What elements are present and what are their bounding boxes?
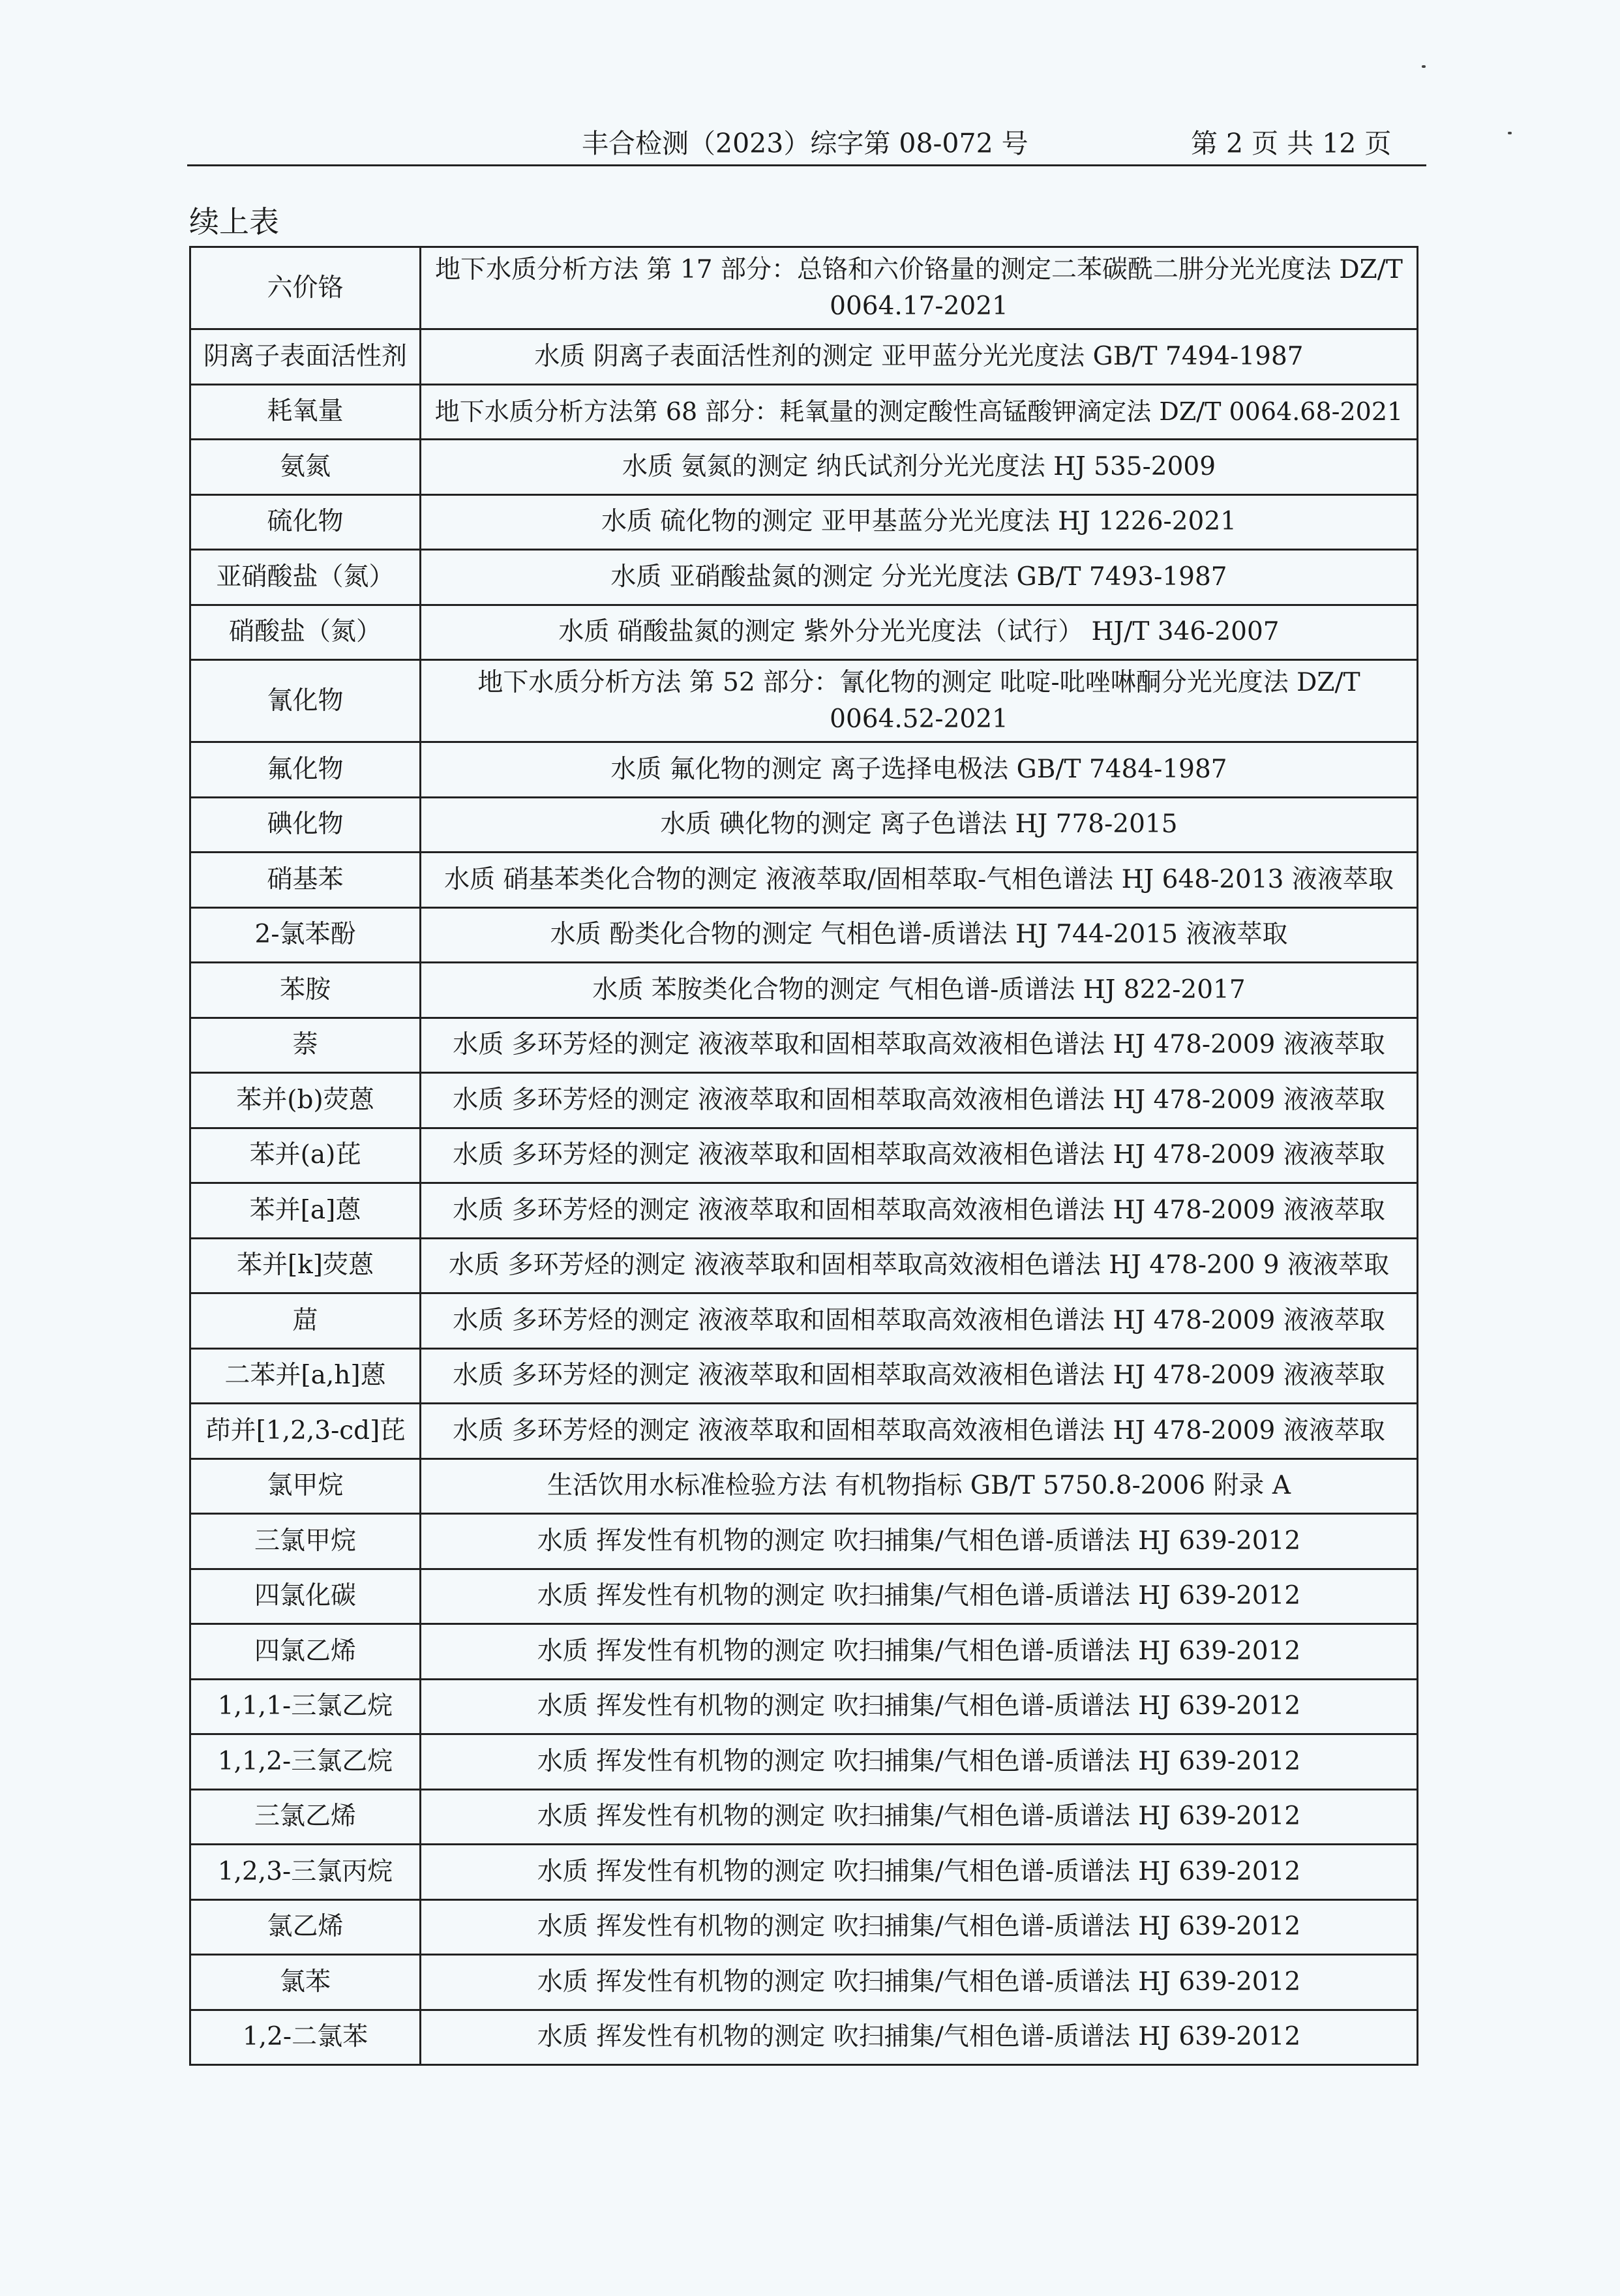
table-row bbox=[190, 853, 1418, 908]
method-standard-cell: 水质 挥发性有机物的测定 吹扫捕集/气相色谱-质谱法 HJ 639-2012 bbox=[421, 1899, 1418, 1955]
test-item-cell: 氟化物 bbox=[190, 742, 421, 798]
test-item-cell: 茚并[1,2,3-cd]芘 bbox=[190, 1404, 421, 1459]
test-item-cell: 硝酸盐（氮） bbox=[190, 605, 421, 660]
table-row bbox=[190, 1955, 1418, 2010]
test-item-cell: 1,1,1-三氯乙烷 bbox=[190, 1679, 421, 1734]
table-row bbox=[190, 247, 1418, 329]
table-row bbox=[190, 1845, 1418, 1900]
test-item-cell: 1,2-二氯苯 bbox=[190, 2010, 421, 2065]
table-row bbox=[190, 1018, 1418, 1073]
table-row bbox=[190, 660, 1418, 742]
method-standard-cell: 水质 硝基苯类化合物的测定 液液萃取/固相萃取-气相色谱法 HJ 648-2013 液液萃取 bbox=[421, 853, 1418, 908]
method-standard-cell: 水质 硝酸盐氮的测定 紫外分光光度法（试行） HJ/T 346-2007 bbox=[421, 605, 1418, 660]
test-item-cell: 䓛 bbox=[190, 1293, 421, 1349]
test-item-cell: 硝基苯 bbox=[190, 853, 421, 908]
table-row bbox=[190, 440, 1418, 495]
test-item-cell: 苯并[a]蒽 bbox=[190, 1183, 421, 1239]
table-row bbox=[190, 1679, 1418, 1734]
table-row bbox=[190, 1789, 1418, 1845]
table-row bbox=[190, 1293, 1418, 1349]
method-standard-cell: 水质 苯胺类化合物的测定 气相色谱-质谱法 HJ 822-2017 bbox=[421, 963, 1418, 1018]
report-number: 丰合检测（2023）综字第 08-072 号 bbox=[582, 128, 1028, 159]
table-row bbox=[190, 1624, 1418, 1680]
table-row bbox=[190, 1734, 1418, 1790]
test-item-cell: 亚硝酸盐（氮） bbox=[190, 550, 421, 605]
table-row bbox=[190, 963, 1418, 1018]
table-row bbox=[190, 797, 1418, 853]
test-item-cell: 阴离子表面活性剂 bbox=[190, 329, 421, 385]
table-row bbox=[190, 1128, 1418, 1183]
test-item-cell: 耗氧量 bbox=[190, 384, 421, 440]
method-standard-cell: 水质 氨氮的测定 纳氏试剂分光光度法 HJ 535-2009 bbox=[421, 440, 1418, 495]
method-standard-cell: 生活饮用水标准检验方法 有机物指标 GB/T 5750.8-2006 附录 A bbox=[421, 1458, 1418, 1514]
method-standard-cell: 水质 硫化物的测定 亚甲基蓝分光光度法 HJ 1226-2021 bbox=[421, 494, 1418, 550]
table-row bbox=[190, 605, 1418, 660]
test-item-cell: 氰化物 bbox=[190, 660, 421, 742]
test-item-cell: 四氯化碳 bbox=[190, 1569, 421, 1624]
method-standard-cell: 水质 多环芳烃的测定 液液萃取和固相萃取高效液相色谱法 HJ 478-2009 液液萃取 bbox=[421, 1293, 1418, 1349]
test-item-cell: 萘 bbox=[190, 1018, 421, 1073]
method-standard-cell: 地下水质分析方法 第 17 部分：总铬和六价铬量的测定二苯碳酰二肼分光光度法 DZ/T 0064.17-2021 bbox=[421, 247, 1418, 329]
method-standard-cell: 水质 多环芳烃的测定 液液萃取和固相萃取高效液相色谱法 HJ 478-2009 液液萃取 bbox=[421, 1404, 1418, 1459]
method-standard-cell: 水质 挥发性有机物的测定 吹扫捕集/气相色谱-质谱法 HJ 639-2012 bbox=[421, 1624, 1418, 1680]
test-item-cell: 苯并(b)荧蒽 bbox=[190, 1073, 421, 1128]
method-standard-cell: 水质 挥发性有机物的测定 吹扫捕集/气相色谱-质谱法 HJ 639-2012 bbox=[421, 1845, 1418, 1900]
method-standard-cell: 水质 挥发性有机物的测定 吹扫捕集/气相色谱-质谱法 HJ 639-2012 bbox=[421, 1789, 1418, 1845]
method-standard-cell: 水质 挥发性有机物的测定 吹扫捕集/气相色谱-质谱法 HJ 639-2012 bbox=[421, 1955, 1418, 2010]
table-row bbox=[190, 550, 1418, 605]
test-item-cell: 四氯乙烯 bbox=[190, 1624, 421, 1680]
table-row bbox=[190, 1238, 1418, 1293]
test-item-cell: 苯并(a)芘 bbox=[190, 1128, 421, 1183]
table-row bbox=[190, 384, 1418, 440]
method-standard-cell: 水质 氟化物的测定 离子选择电极法 GB/T 7484-1987 bbox=[421, 742, 1418, 798]
test-item-cell: 碘化物 bbox=[190, 797, 421, 853]
table-row bbox=[190, 2010, 1418, 2065]
test-item-cell: 六价铬 bbox=[190, 247, 421, 329]
method-standard-cell: 水质 酚类化合物的测定 气相色谱-质谱法 HJ 744-2015 液液萃取 bbox=[421, 907, 1418, 963]
continued-label: 续上表 bbox=[189, 204, 279, 239]
test-item-cell: 2-氯苯酚 bbox=[190, 907, 421, 963]
test-item-cell: 氨氮 bbox=[190, 440, 421, 495]
header-rule bbox=[187, 164, 1426, 166]
table-row bbox=[190, 1514, 1418, 1569]
method-standard-cell: 水质 亚硝酸盐氮的测定 分光光度法 GB/T 7493-1987 bbox=[421, 550, 1418, 605]
method-standard-cell: 水质 多环芳烃的测定 液液萃取和固相萃取高效液相色谱法 HJ 478-2009 液液萃取 bbox=[421, 1073, 1418, 1128]
page-info: 第 2 页 共 12 页 bbox=[1191, 128, 1392, 159]
test-item-cell: 氯甲烷 bbox=[190, 1458, 421, 1514]
test-item-cell: 1,1,2-三氯乙烷 bbox=[190, 1734, 421, 1790]
method-standard-cell: 水质 多环芳烃的测定 液液萃取和固相萃取高效液相色谱法 HJ 478-2009 液液萃取 bbox=[421, 1183, 1418, 1239]
test-item-cell: 氯苯 bbox=[190, 1955, 421, 2010]
method-standard-cell: 水质 挥发性有机物的测定 吹扫捕集/气相色谱-质谱法 HJ 639-2012 bbox=[421, 1734, 1418, 1790]
method-standard-cell: 水质 挥发性有机物的测定 吹扫捕集/气相色谱-质谱法 HJ 639-2012 bbox=[421, 1569, 1418, 1624]
table-row bbox=[190, 742, 1418, 798]
table-row bbox=[190, 494, 1418, 550]
table-row bbox=[190, 1073, 1418, 1128]
scan-speck bbox=[1508, 132, 1512, 134]
table-row bbox=[190, 329, 1418, 385]
table-row bbox=[190, 1183, 1418, 1239]
test-item-cell: 氯乙烯 bbox=[190, 1899, 421, 1955]
test-item-cell: 二苯并[a,h]蒽 bbox=[190, 1348, 421, 1404]
method-standard-cell: 水质 挥发性有机物的测定 吹扫捕集/气相色谱-质谱法 HJ 639-2012 bbox=[421, 1679, 1418, 1734]
method-table bbox=[189, 246, 1418, 2066]
method-standard-cell: 水质 多环芳烃的测定 液液萃取和固相萃取高效液相色谱法 HJ 478-2009 液液萃取 bbox=[421, 1348, 1418, 1404]
method-standard-cell: 水质 多环芳烃的测定 液液萃取和固相萃取高效液相色谱法 HJ 478-2009 液液萃取 bbox=[421, 1128, 1418, 1183]
test-item-cell: 硫化物 bbox=[190, 494, 421, 550]
test-item-cell: 三氯甲烷 bbox=[190, 1514, 421, 1569]
test-item-cell: 三氯乙烯 bbox=[190, 1789, 421, 1845]
method-standard-cell: 水质 挥发性有机物的测定 吹扫捕集/气相色谱-质谱法 HJ 639-2012 bbox=[421, 2010, 1418, 2065]
table-row bbox=[190, 1569, 1418, 1624]
table-row bbox=[190, 1899, 1418, 1955]
table-row bbox=[190, 907, 1418, 963]
scan-speck bbox=[1422, 65, 1426, 68]
method-standard-cell: 地下水质分析方法第 68 部分：耗氧量的测定酸性高锰酸钾滴定法 DZ/T 0064.68-2021 bbox=[421, 384, 1418, 440]
table-row bbox=[190, 1404, 1418, 1459]
test-item-cell: 1,2,3-三氯丙烷 bbox=[190, 1845, 421, 1900]
test-item-cell: 苯胺 bbox=[190, 963, 421, 1018]
method-standard-cell: 水质 挥发性有机物的测定 吹扫捕集/气相色谱-质谱法 HJ 639-2012 bbox=[421, 1514, 1418, 1569]
method-standard-cell: 水质 碘化物的测定 离子色谱法 HJ 778-2015 bbox=[421, 797, 1418, 853]
method-standard-cell: 水质 多环芳烃的测定 液液萃取和固相萃取高效液相色谱法 HJ 478-200 9 液液萃取 bbox=[421, 1238, 1418, 1293]
table-row bbox=[190, 1458, 1418, 1514]
method-standard-cell: 地下水质分析方法 第 52 部分：氰化物的测定 吡啶-吡唑啉酮分光光度法 DZ/T 0064.52-2021 bbox=[421, 660, 1418, 742]
table-row bbox=[190, 1348, 1418, 1404]
method-standard-cell: 水质 多环芳烃的测定 液液萃取和固相萃取高效液相色谱法 HJ 478-2009 液液萃取 bbox=[421, 1018, 1418, 1073]
test-item-cell: 苯并[k]荧蒽 bbox=[190, 1238, 421, 1293]
method-standard-cell: 水质 阴离子表面活性剂的测定 亚甲蓝分光光度法 GB/T 7494-1987 bbox=[421, 329, 1418, 385]
